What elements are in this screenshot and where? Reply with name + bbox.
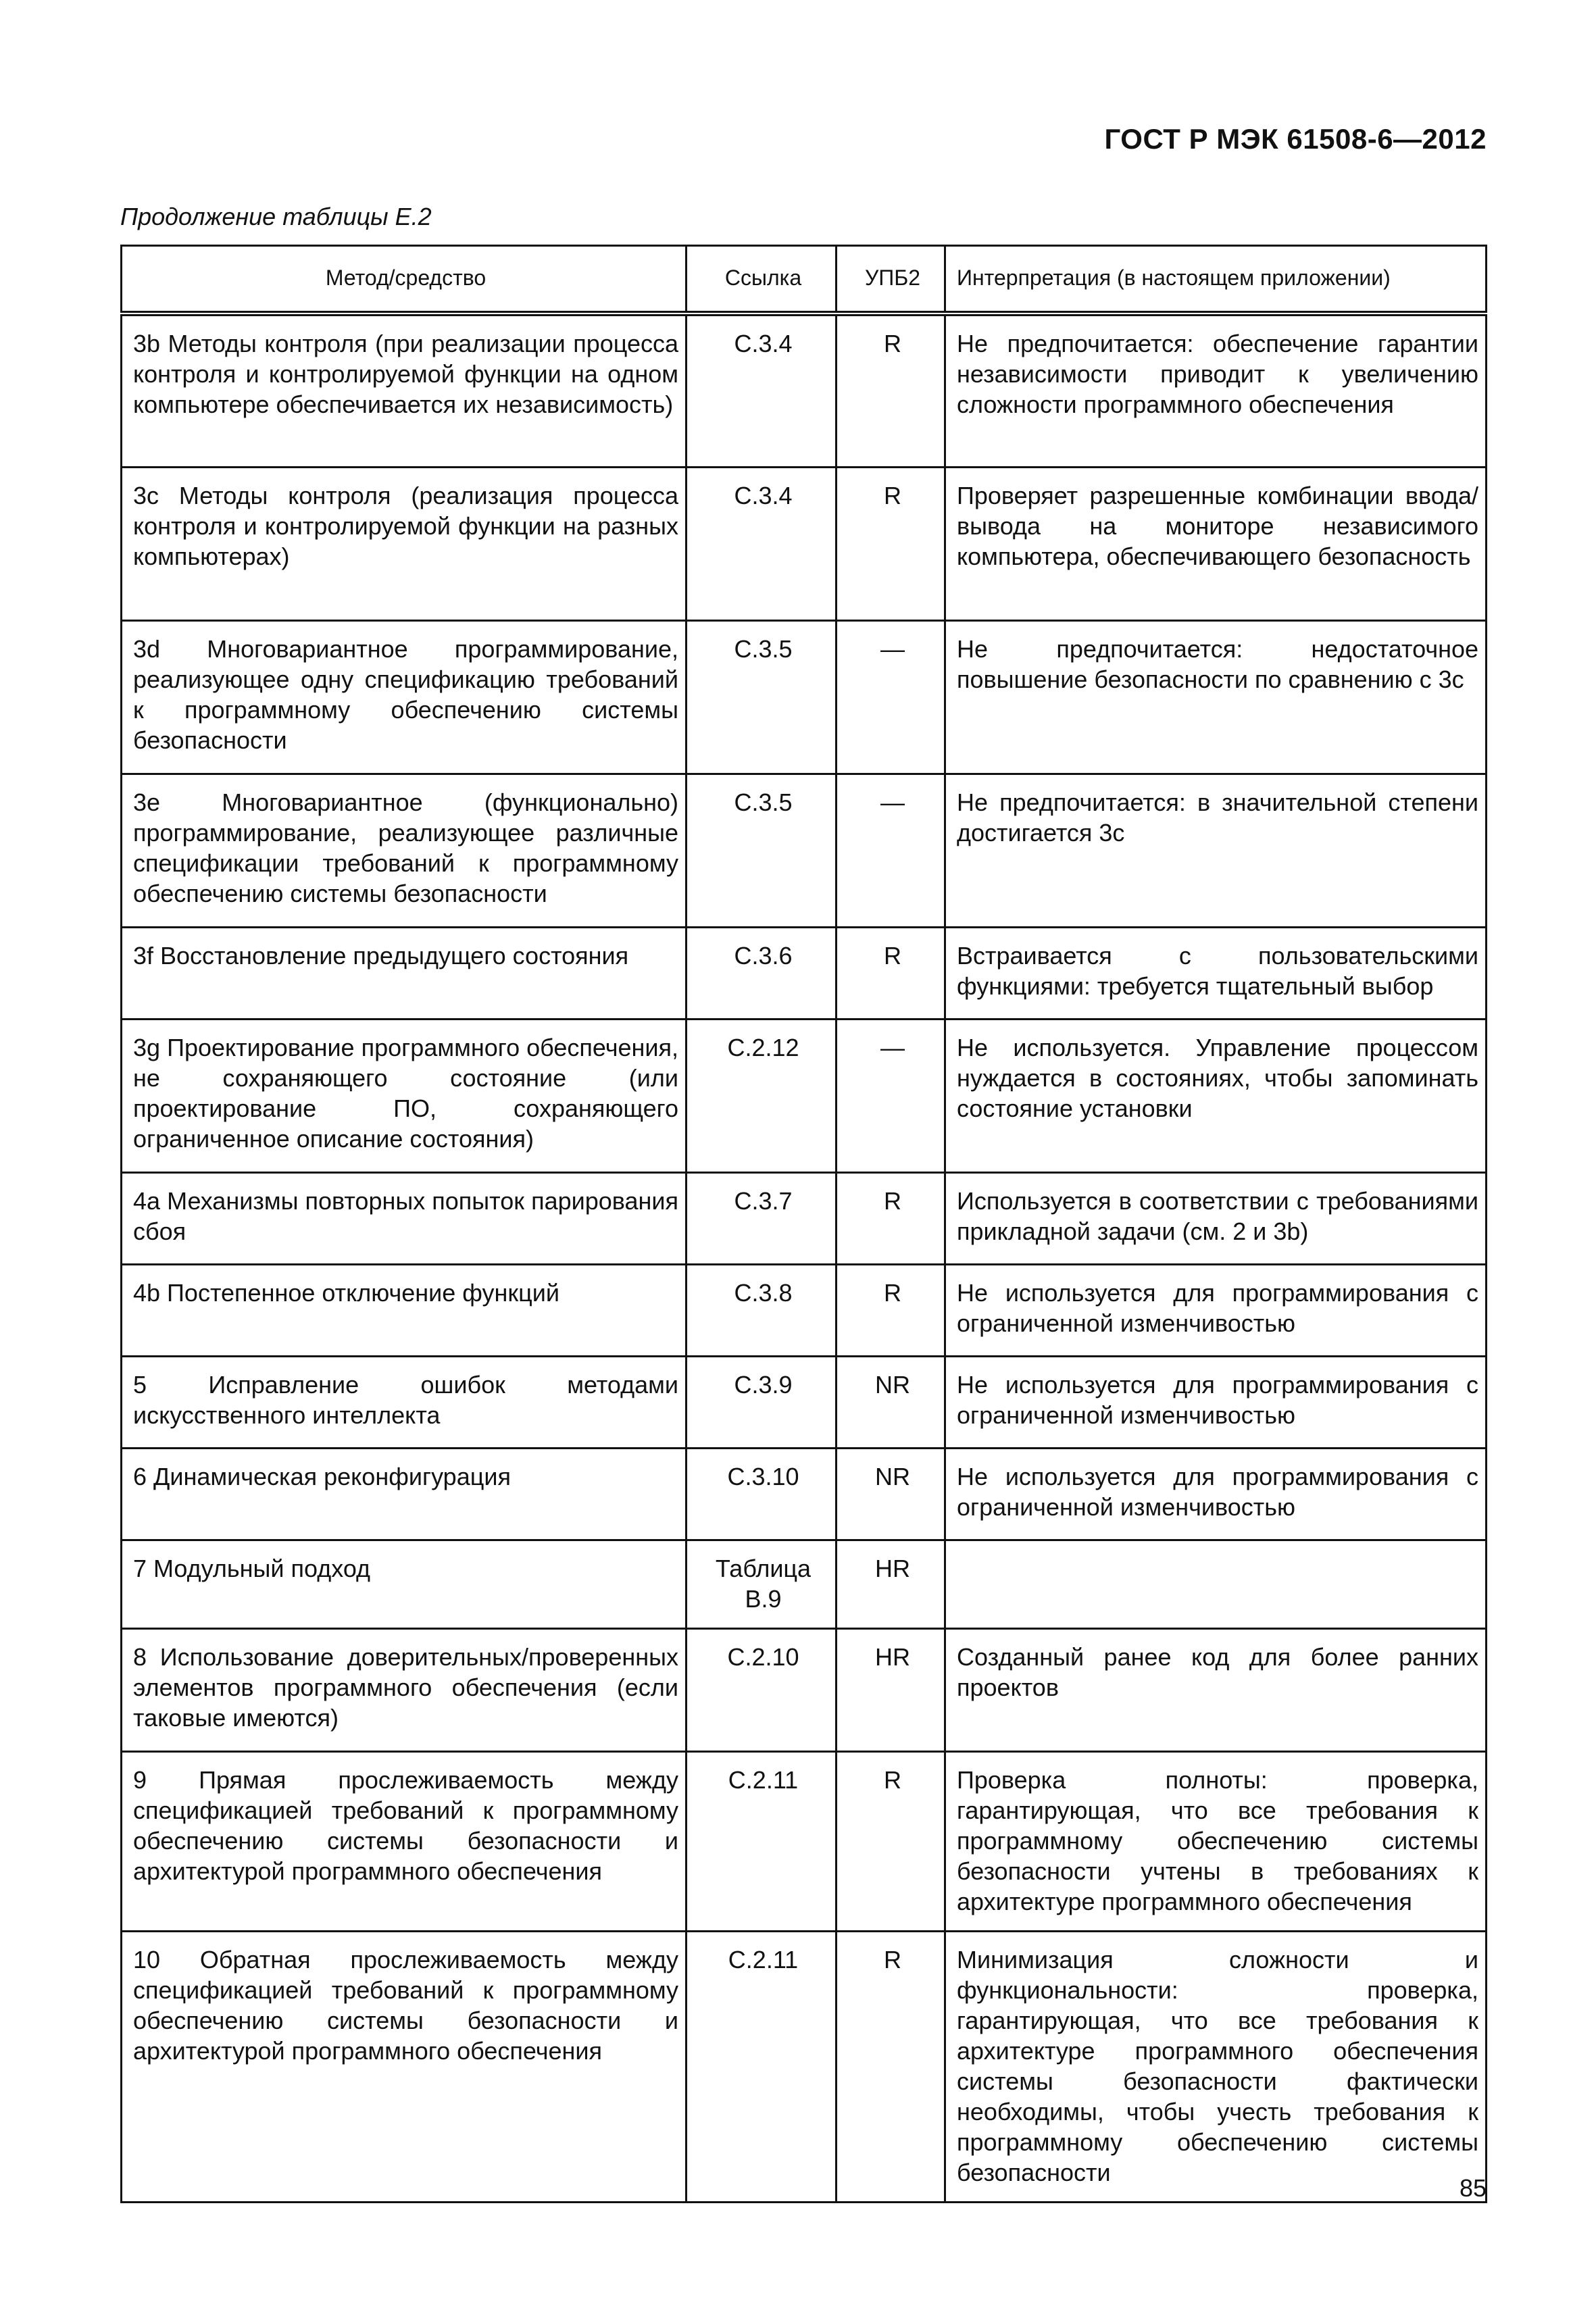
table-caption: Продолжение таблицы E.2 bbox=[120, 203, 432, 230]
cell-upb: HR bbox=[837, 1540, 945, 1628]
cell-interp: Не используется для программирования с ограниченной изменчивостью bbox=[945, 1448, 1487, 1540]
cell-ref: C.3.5 bbox=[687, 774, 837, 927]
cell-ref: C.3.8 bbox=[687, 1264, 837, 1356]
cell-method: 7 Модульный подход bbox=[122, 1540, 687, 1628]
table-row bbox=[122, 467, 1487, 620]
cell-upb: HR bbox=[837, 1628, 945, 1751]
cell-method: 4b Постепенное отключение функций bbox=[122, 1264, 687, 1356]
cell-method: 3d Многовариантное программирование, реализующее одну спецификацию требований к программному обеспечению системы безопасности bbox=[122, 620, 687, 774]
table-row bbox=[122, 1751, 1487, 1931]
cell-method: 6 Динамическая реконфигурация bbox=[122, 1448, 687, 1540]
table-row bbox=[122, 1931, 1487, 2202]
table-header-row bbox=[122, 246, 1487, 314]
page-number: 85 bbox=[1459, 2174, 1487, 2202]
cell-interp: Проверяет разрешенные комбинации ввода/вывода на мониторе независимого компьютера, обеспечивающего безопасность bbox=[945, 467, 1487, 620]
cell-ref: C.2.12 bbox=[687, 1019, 837, 1172]
cell-method: 4a Механизмы повторных попыток парирования сбоя bbox=[122, 1172, 687, 1264]
cell-interp: Не используется для программирования с ограниченной изменчивостью bbox=[945, 1356, 1487, 1448]
table-row bbox=[122, 927, 1487, 1019]
cell-interp: Не предпочитается: недостаточное повышение безопасности по сравнению с 3c bbox=[945, 620, 1487, 774]
cell-ref: C.2.10 bbox=[687, 1628, 837, 1751]
table-body bbox=[122, 313, 1487, 2202]
cell-upb: R bbox=[837, 313, 945, 467]
column-header-ref: Ссылка bbox=[687, 246, 837, 314]
cell-method: 3f Восстановление предыдущего состояния bbox=[122, 927, 687, 1019]
column-header-method: Метод/средство bbox=[122, 246, 687, 314]
table-row bbox=[122, 1264, 1487, 1356]
cell-interp: Не используется для программирования с ограниченной изменчивостью bbox=[945, 1264, 1487, 1356]
cell-interp bbox=[945, 1540, 1487, 1628]
cell-upb: R bbox=[837, 1264, 945, 1356]
methods-table bbox=[120, 245, 1487, 2203]
cell-upb: R bbox=[837, 467, 945, 620]
cell-interp: Не предпочитается: обеспечение гарантии независимости приводит к увеличению сложности программного обеспечения bbox=[945, 313, 1487, 467]
cell-upb: — bbox=[837, 620, 945, 774]
cell-upb: R bbox=[837, 927, 945, 1019]
cell-ref: C.2.11 bbox=[687, 1931, 837, 2202]
cell-method: 3e Многовариантное (функционально) программирование, реализующее различные спецификации требований к программному обеспечению системы безопасности bbox=[122, 774, 687, 927]
cell-method: 10 Обратная прослеживаемость между спецификацией требований к программному обеспечению системы безопасности и архитектурой программного обеспечения bbox=[122, 1931, 687, 2202]
cell-upb: R bbox=[837, 1751, 945, 1931]
table-row bbox=[122, 620, 1487, 774]
cell-ref: C.3.4 bbox=[687, 313, 837, 467]
cell-ref: C.2.11 bbox=[687, 1751, 837, 1931]
table-row bbox=[122, 1448, 1487, 1540]
cell-method: 3c Методы контроля (реализация процесса контроля и контролируемой функции на разных компьютерах) bbox=[122, 467, 687, 620]
cell-upb: NR bbox=[837, 1356, 945, 1448]
table-row bbox=[122, 313, 1487, 467]
cell-ref: C.3.9 bbox=[687, 1356, 837, 1448]
table-row bbox=[122, 1628, 1487, 1751]
table-row bbox=[122, 1172, 1487, 1264]
cell-interp: Не предпочитается: в значительной степени достигается 3c bbox=[945, 774, 1487, 927]
cell-ref: C.3.10 bbox=[687, 1448, 837, 1540]
cell-method: 3g Проектирование программного обеспечения, не сохраняющего состояние (или проектирование ПО, сохраняющего ограниченное описание состояния) bbox=[122, 1019, 687, 1172]
cell-interp: Используется в соответствии с требованиями прикладной задачи (см. 2 и 3b) bbox=[945, 1172, 1487, 1264]
cell-method: 5 Исправление ошибок методами искусственного интеллекта bbox=[122, 1356, 687, 1448]
column-header-interp: Интерпретация (в настоящем приложении) bbox=[945, 246, 1487, 314]
document-id: ГОСТ Р МЭК 61508-6—2012 bbox=[1104, 123, 1487, 155]
cell-upb: — bbox=[837, 774, 945, 927]
cell-upb: — bbox=[837, 1019, 945, 1172]
cell-ref: C.3.5 bbox=[687, 620, 837, 774]
cell-method: 8 Использование доверительных/проверенных элементов программного обеспечения (если таковые имеются) bbox=[122, 1628, 687, 1751]
cell-interp: Не используется. Управление процессом нуждается в состояниях, чтобы запоминать состояние установки bbox=[945, 1019, 1487, 1172]
cell-ref: C.3.4 bbox=[687, 467, 837, 620]
cell-interp: Минимизация сложности и функциональности: проверка, гарантирующая, что все требования к архитектуре программного обеспечения системы безопасности фактически необходимы, чтобы учесть требования к программному обеспечению системы безопасности bbox=[945, 1931, 1487, 2202]
table-row bbox=[122, 1540, 1487, 1628]
cell-method: 3b Методы контроля (при реализации процесса контроля и контролируемой функции на одном компьютере обеспечивается их независимость) bbox=[122, 313, 687, 467]
table-row bbox=[122, 1356, 1487, 1448]
column-header-upb: УПБ2 bbox=[837, 246, 945, 314]
cell-ref: C.3.6 bbox=[687, 927, 837, 1019]
cell-ref: Таблица B.9 bbox=[687, 1540, 837, 1628]
cell-interp: Встраивается с пользовательскими функциями: требуется тщательный выбор bbox=[945, 927, 1487, 1019]
cell-upb: R bbox=[837, 1931, 945, 2202]
cell-method: 9 Прямая прослеживаемость между спецификацией требований к программному обеспечению системы безопасности и архитектурой программного обеспечения bbox=[122, 1751, 687, 1931]
cell-upb: R bbox=[837, 1172, 945, 1264]
table-row bbox=[122, 774, 1487, 927]
table-row bbox=[122, 1019, 1487, 1172]
cell-upb: NR bbox=[837, 1448, 945, 1540]
cell-interp: Созданный ранее код для более ранних проектов bbox=[945, 1628, 1487, 1751]
cell-interp: Проверка полноты: проверка, гарантирующая, что все требования к программному обеспечению системы безопасности учтены в требованиях к архитектуре программного обеспечения bbox=[945, 1751, 1487, 1931]
cell-ref: C.3.7 bbox=[687, 1172, 837, 1264]
